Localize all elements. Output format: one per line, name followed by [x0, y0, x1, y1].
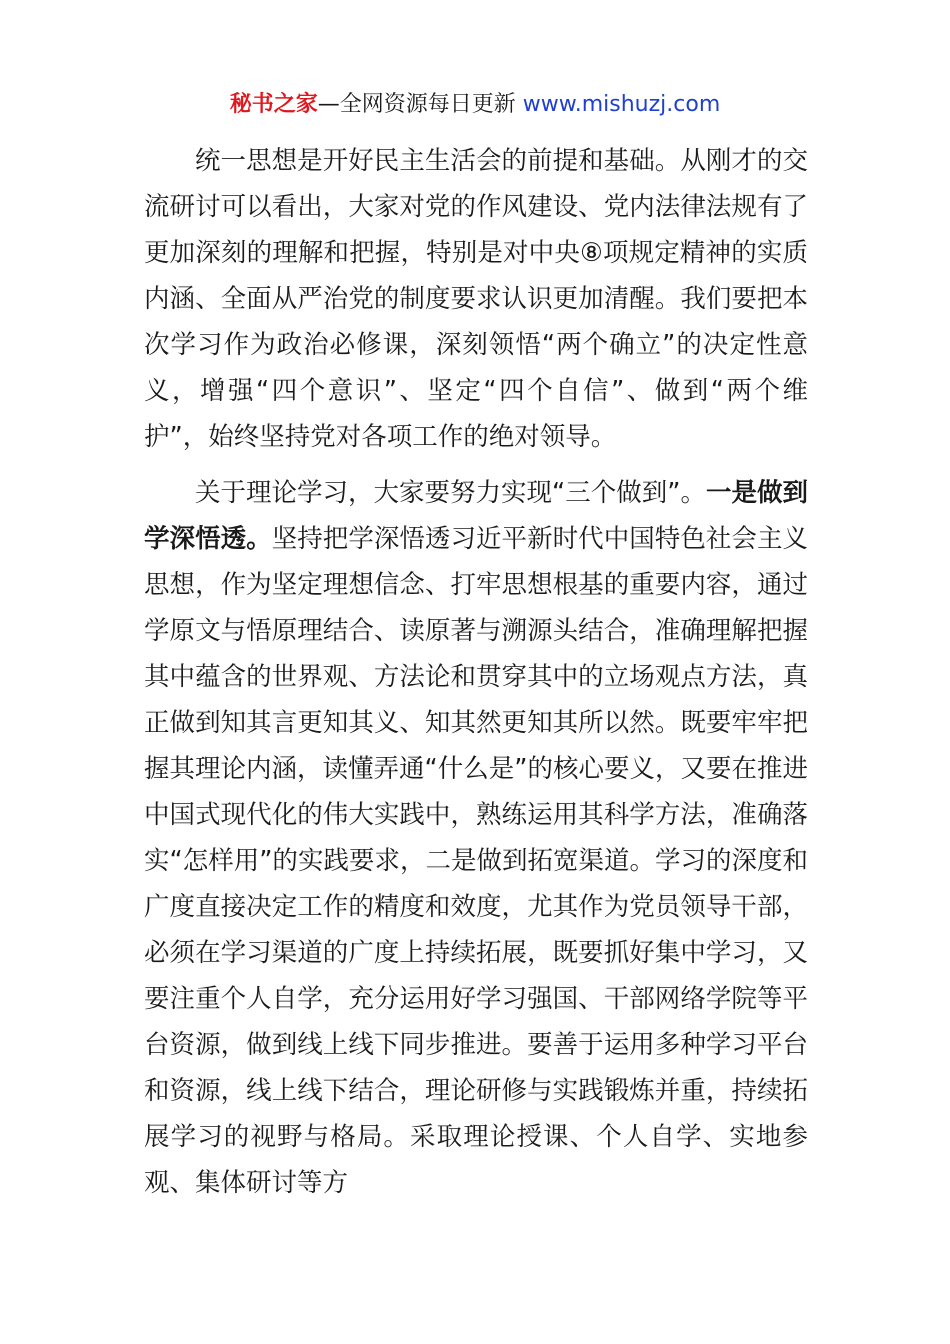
header-brand: 秘书之家	[229, 92, 318, 117]
paragraph-body-text: 坚持把学深悟透习近平新时代中国特色社会主义思想，作为坚定理想信念、打牢思想根基的重要内容，通过学原文与悟原理结合、读原著与溯源头结合，准确理解把握其中蕴含的世界观、方法论和贯穿其中的立场观点方法，真正做到知其言更知其义、知其然更知其所以然。既要牢牢把握其理论内涵，读懂弄通“什么是”的核心要义，又要在推进中国式现代化的伟大实践中，熟练运用其科学方法，准确落实“怎样用”的实践要求，二是做到拓宽渠道。学习的深度和广度直接决定工作的精度和效度，尤其作为党员领导干部，必须在学习渠道的广度上持续拓展，既要抓好集中学习，又要注重个人自学，充分运用好学习强国、干部网络学院等平台资源，做到线上线下同步推进。要善于运用多种学习平台和资源，线上线下结合，理论研修与实践锻炼并重，持续拓展学习的视野与格局。采取理论授课、个人自学、实地参观、集体研讨等方	[144, 524, 808, 1198]
paragraph-intro-text: 关于理论学习，大家要努力实现“三个做到”。	[195, 478, 706, 508]
document-body	[144, 138, 808, 1206]
header-slogan: —全网资源每日更新	[317, 92, 523, 117]
paragraph-theory-study	[144, 470, 808, 1206]
page-header	[0, 88, 950, 122]
bold-heading-first: 一是做到学深悟透。	[144, 478, 808, 554]
header-url-link[interactable]: www.mishuzj.com	[522, 92, 721, 117]
paragraph-unified-thinking: 统一思想是开好民主生活会的前提和基础。从刚才的交流研讨可以看出，大家对党的作风建设、党内法律法规有了更加深刻的理解和把握，特别是对中央⑧项规定精神的实质内涵、全面从严治党的制度要求认识更加清醒。我们要把本次学习作为政治必修课，深刻领悟“两个确立”的决定性意义，增强“四个意识”、坚定“四个自信”、做到“两个维护”，始终坚持党对各项工作的绝对领导。	[144, 146, 808, 452]
